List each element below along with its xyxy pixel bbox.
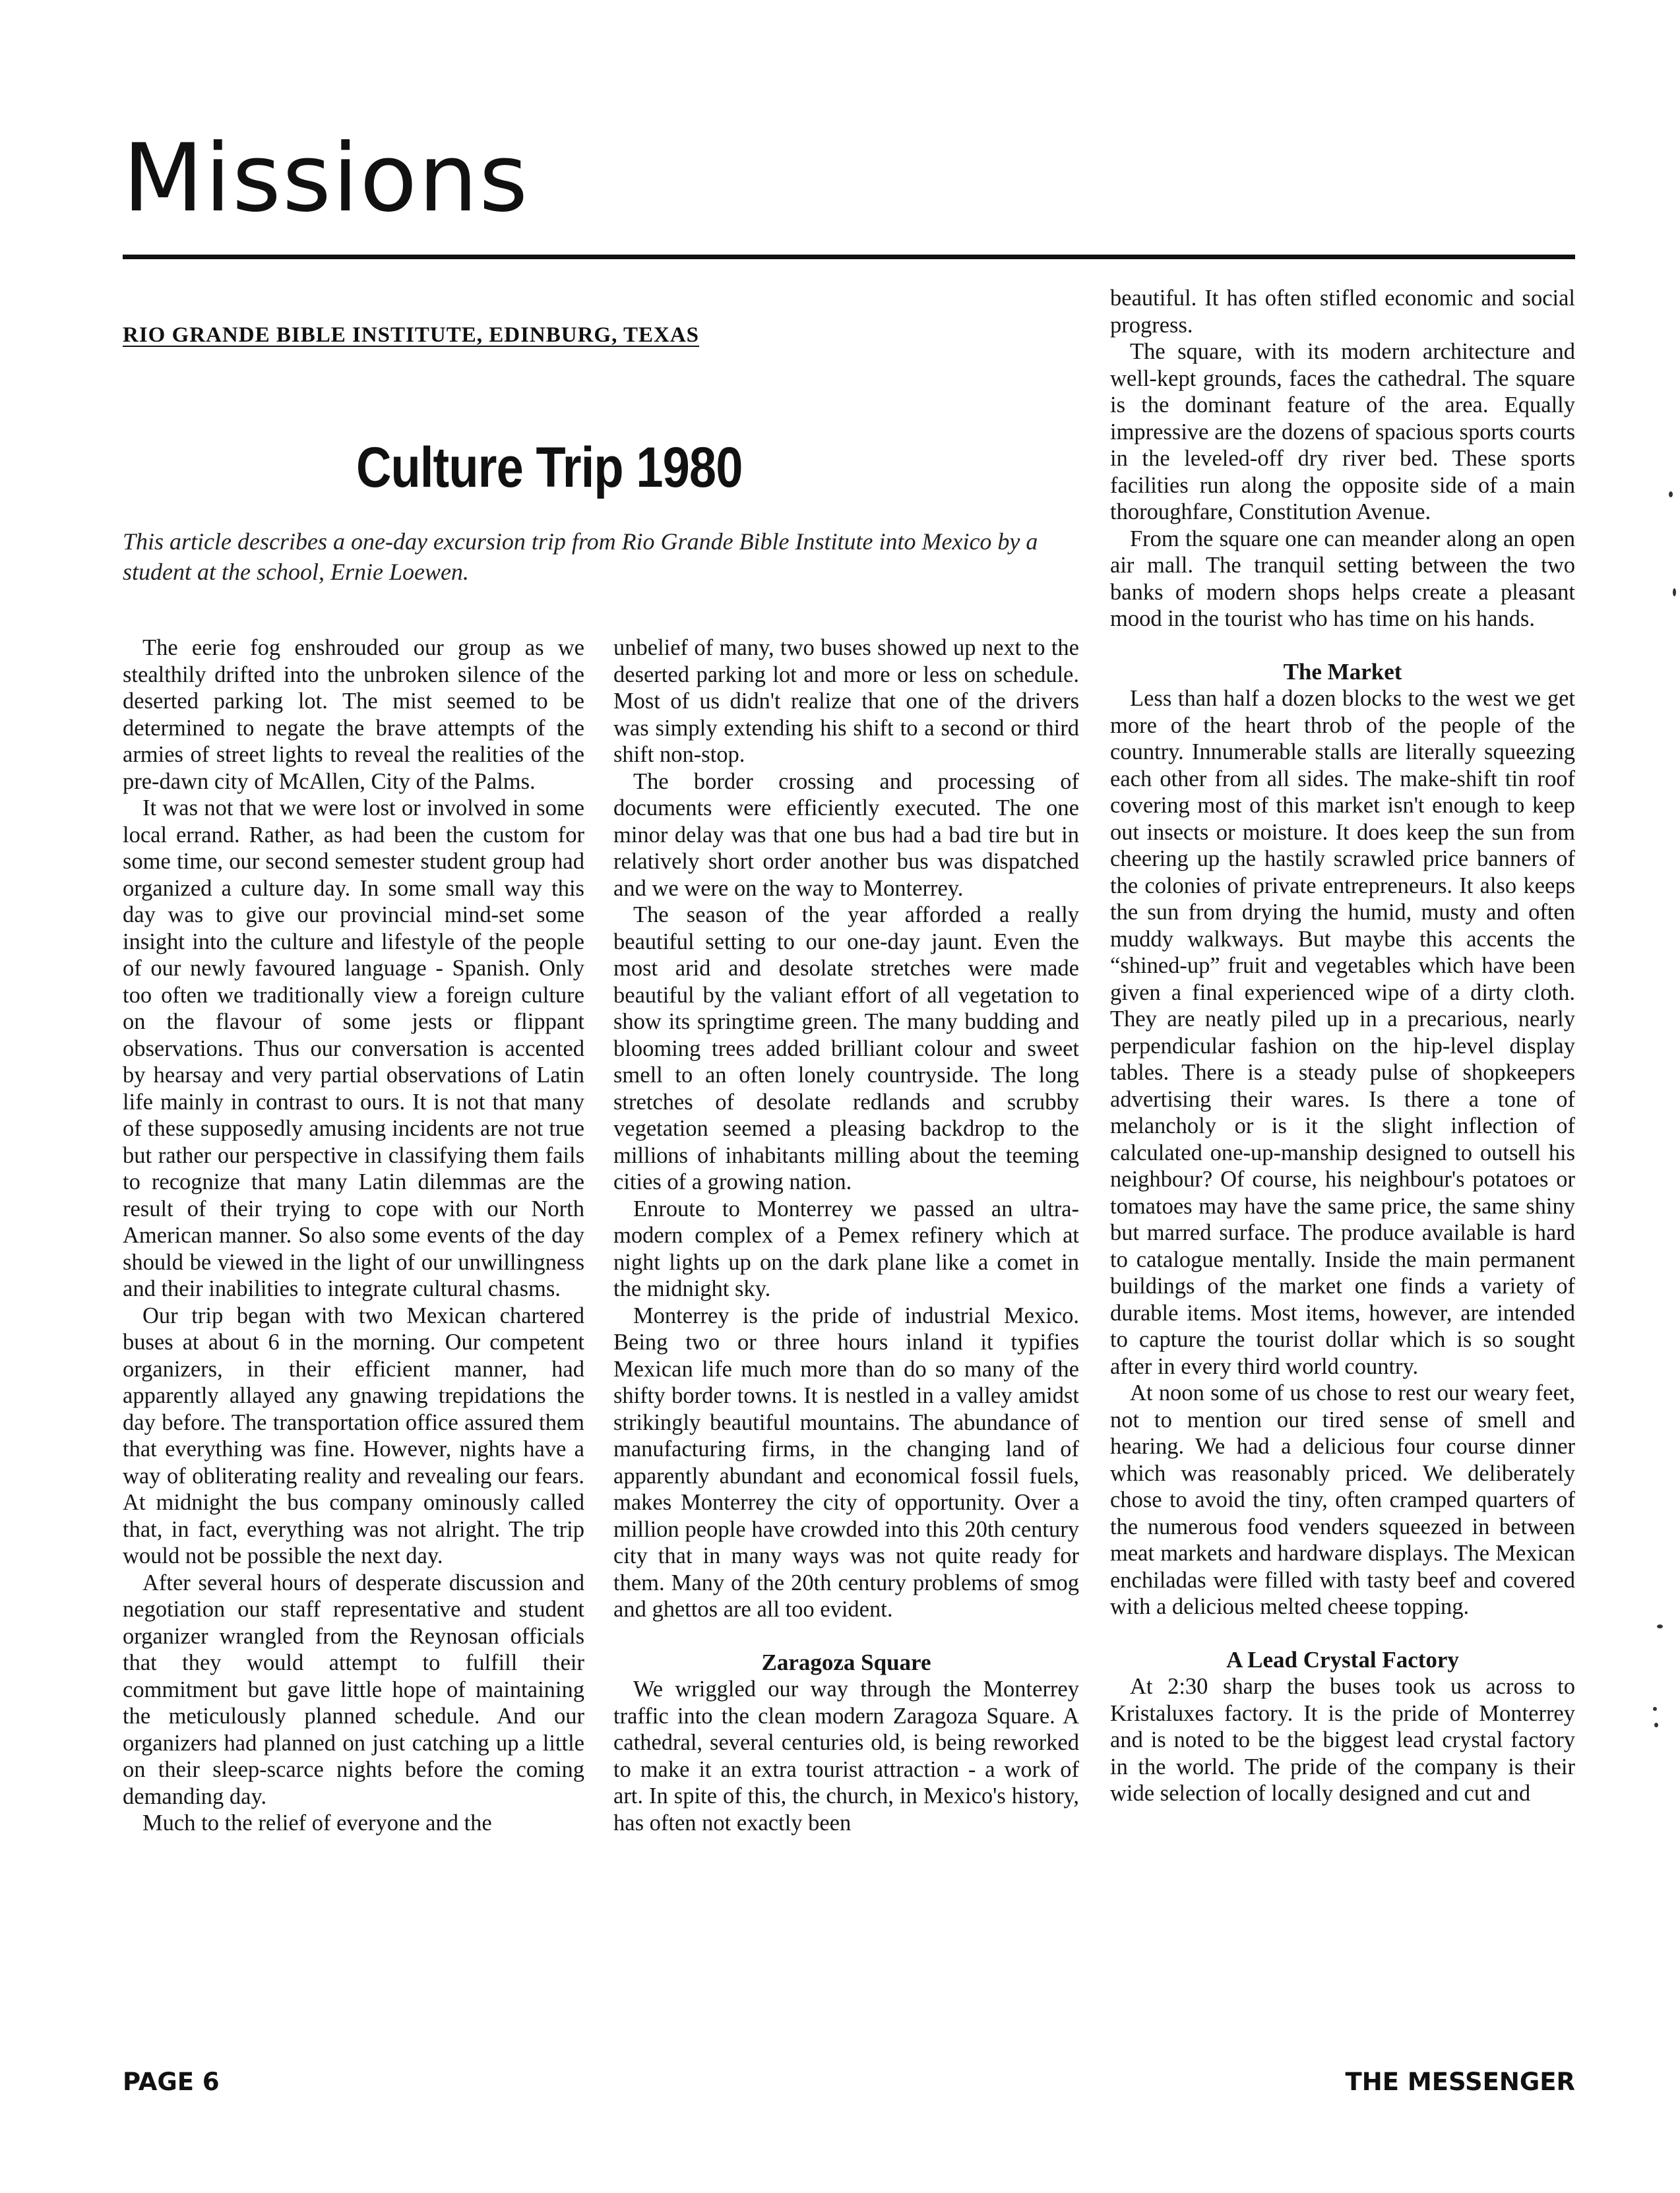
institute-line: RIO GRANDE BIBLE INSTITUTE, EDINBURG, TEXAS [123,323,700,347]
column-3 [1110,285,1575,1807]
section-title: Missions [123,124,530,233]
scan-speck [1669,491,1673,497]
paragraph: At noon some of us chose to rest our weary feet, not to mention our tired sense of smell and hearing. We had a delicious four course dinner which was reasonably priced. We deliberately chose to avoid the tiny, often cramped quarters of the numerous food venders squeezed in between meat markets and hardware displays. The Mexican enchiladas were filled with tasty beef and covered with a delicious melted cheese topping. [1110,1380,1575,1619]
paragraph: Less than half a dozen blocks to the west we get more of the heart throb of the people of the country. Innumerable stalls are literally squeezing each other from all sides. The make-shift tin roof covering most of this market isn't enough to keep out insects or moisture. It does keep the sun from cheering up the hastily scrawled price banners of the colonies of private entrepreneurs. It also keeps the sun from drying the humid, musty and often muddy walkways. But maybe this accents the “shined-up” fruit and vegetables which have been given a final experienced wipe of a dirty cloth. They are neatly piled up in a precarious, nearly perpendicular fashion on the hip-level display tables. There is a steady pulse of shopkeepers advertising their wares. Is there a tone of melancholy or is it the slight inflection of calculated one-up-manship designed to outsell his neighbour? Of course, his neighbour's potatoes or tomatoes may have the same price, the same shiny but marred surface. The produce available is hard to catalogue mentally. Inside the main permanent buildings of the market one finds a variety of durable items. Most items, however, are intended to capture the tourist dollar which is so sought after in every third world country. [1110,686,1575,1379]
paragraph: Much to the relief of everyone and the [142,1810,492,1836]
page-number: PAGE 6 [123,2068,220,2096]
scan-speck [1654,1723,1658,1727]
paragraph: From the square one can meander along an open air mall. The tranquil setting between the two banks of modern shops helps create a pleasant mood in the tourist who has time on his hands. [1110,526,1575,631]
scan-speck [1653,1707,1657,1711]
header-rule [123,255,1575,259]
paragraph: Our trip began with two Mexican chartered buses at about 6 in the morning. Our competent organizers, in their efficient manner, had apparently allayed any gnawing trepidations the day before. The transportation office assured them that everything was fine. However, nights have a way of obliterating reality and revealing our fears. At midnight the bus company ominously called that, in fact, everything was not alright. The trip would not be possible the next day. [123,1303,584,1568]
article-intro: This article describes a one-day excursion trip from Rio Grande Bible Institute into Mexico by a student at the school, Ernie Loewen. [123,528,1038,585]
subheading-zaragoza-square: Zaragoza Square [761,1649,931,1675]
paragraph: Monterrey is the pride of industrial Mexico. Being two or three hours inland it typifies Mexican life much more than do so many of the shifty border towns. It is nestled in a valley amidst strikingly beautiful mountains. The abundance of manufacturing firms, in the changing land of apparently abundant and economical fossil fuels, makes Monterrey the city of opportunity. Over a million people have crowded into this 20th century city that in many ways was not quite ready for them. Many of the 20th century problems of smog and ghettos are all too evident. [613,1303,1079,1622]
paragraph: At 2:30 sharp the buses took us across to Kristaluxes factory. It is the pride of Monterrey and is noted to be the biggest lead crystal factory in the world. The pride of the company is their wide selection of locally designed and cut and [1110,1674,1575,1806]
paragraph: The eerie fog enshrouded our group as we stealthily drifted into the unbroken silence of the deserted parking lot. The mist seemed to be determined to negate the brave attempts of the armies of street lights to reveal the realities of the pre-dawn city of McAllen, City of the Palms. [123,635,584,794]
paragraph: Enroute to Monterrey we passed an ultra-modern complex of a Pemex refinery which at night lights up on the dark plane like a comet in the midnight sky. [613,1196,1079,1301]
paragraph: The square, with its modern architecture and well-kept grounds, faces the cathedral. The square is the dominant feature of the area. Equally impressive are the dozens of spacious sports courts in the leveled-off dry river bed. These sports facilities run along the opposite side of a main thoroughfare, Constitution Avenue. [1110,339,1575,524]
paragraph: After several hours of desperate discussion and negotiation our staff representative and student organizer wrangled from the Reynosan officials that they would attempt to fulfill their commitment but gave little hope of maintaining the meticulously planned schedule. And our organizers had planned on just catching up a little on their sleep-scarce nights before the coming demanding day. [123,1570,584,1809]
scan-speck [1673,588,1676,596]
column-1 [123,634,584,1837]
scan-speck [1657,1624,1663,1628]
column-2 [613,634,1079,1836]
paragraph: The season of the year afforded a really beautiful setting to our one-day jaunt. Even the most arid and desolate stretches were made beautiful by the valiant effort of all vegetation to show its springtime green. The many budding and blooming trees added brilliant colour and sweet smell to an often lonely countryside. The long stretches of desolate redlands and scrubby vegetation seemed a pleasing backdrop to the millions of inhabitants milling about the teeming cities of a growing nation. [613,902,1079,1194]
article-title: Culture Trip 1980 [356,436,743,499]
subheading-lead-crystal-factory: A Lead Crystal Factory [1226,1646,1459,1673]
paragraph: unbelief of many, two buses showed up next to the deserted parking lot and more or less on schedule. Most of us didn't realize that one of the drivers was simply extending his shift to a second or third shift non-stop. [613,635,1079,767]
paragraph: It was not that we were lost or involved in some local errand. Rather, as had been the custom for some time, our second semester student group had organized a culture day. In some small way this day was to give our provincial mind-set some insight into the culture and lifestyle of the people of our newly favoured language - Spanish. Only too often we traditionally view a foreign culture on the flavour of some jests or flippant observations. Thus our conversation is accented by hearsay and very partial observations of Latin life mainly in contrast to ours. It is not that many of these supposedly amusing incidents are not true but rather our perspective in classifying them fails to recognize that many Latin dilemmas are the result of their trying to cope with our North American manner. So also some events of the day should be viewed in the light of our unwillingness and their inabilities to integrate cultural chasms. [123,795,584,1301]
publication-name: THE MESSENGER [1345,2068,1575,2096]
paragraph: We wriggled our way through the Monterrey traffic into the clean modern Zaragoza Square. A cathedral, several centuries old, is being reworked to make it an extra tourist attraction - a work of art. In spite of this, the church, in Mexico's history, has often not exactly been [613,1677,1079,1836]
paragraph: The border crossing and processing of documents were efficiently executed. The one minor delay was that one bus had a bad tire but in relatively short order another bus was dispatched and we were on the way to Monterrey. [613,768,1079,901]
subheading-the-market: The Market [1283,658,1402,685]
paragraph: beautiful. It has often stifled economic and social progress. [1110,286,1575,338]
